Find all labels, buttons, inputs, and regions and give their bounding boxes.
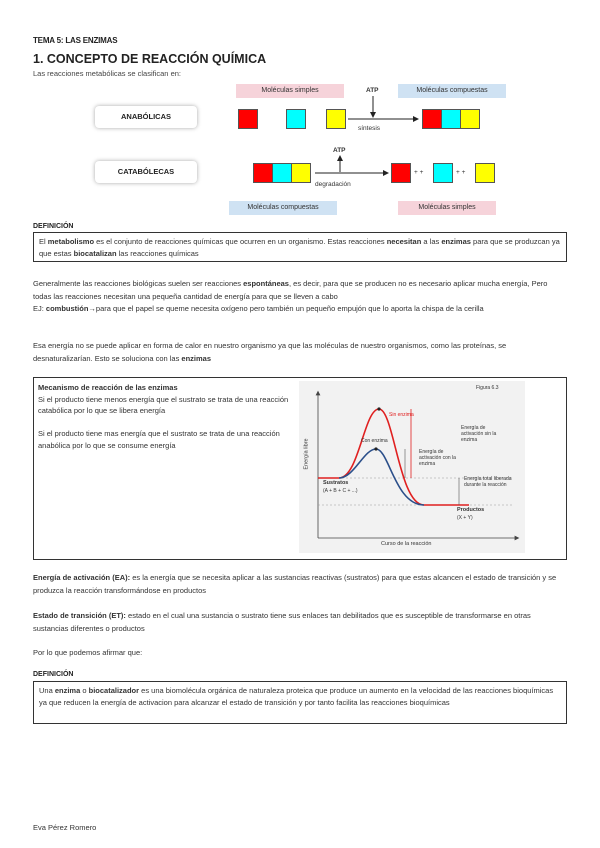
mechanism-line-2: Si el producto tiene mas energía que el sustrato se trata de una reacción anabólica por lo que se consume energía: [38, 429, 280, 450]
mechanism-line-1: Si el producto tiene menos energía que el sustrato se trata de una reacción catabólica por lo que se libera energía: [38, 394, 289, 415]
productos-label: Productos: [457, 507, 485, 513]
figure-label: Figura 6.3: [476, 385, 499, 391]
paragraph-spontaneous: [33, 278, 567, 316]
def1-text-3: a las: [421, 237, 442, 246]
ea-term: Energía de activación (EA):: [33, 573, 131, 582]
total-energy-label: Energía total liberada durante la reacción: [464, 476, 512, 488]
label-compound-bottom: Moléculas compuestas: [229, 201, 337, 215]
sintesis-label: síntesis: [358, 125, 381, 132]
label-simple-bottom: Moléculas simples: [398, 201, 496, 215]
sin-enzima-label: Sin enzima: [389, 412, 414, 418]
definition-box-2: [33, 681, 567, 724]
paragraph-heat: [33, 340, 567, 365]
para1-bold-combustion: combustión: [45, 304, 89, 313]
plus-sign-2: + +: [456, 169, 466, 176]
sustratos-label: Sustratos: [323, 480, 349, 486]
atp-bottom-label: ATP: [333, 147, 346, 154]
mechanism-text: [38, 382, 296, 451]
footer-author: Eva Pérez Romero: [33, 823, 97, 832]
para1-text-c: , es decir, para que se producen no es necesario aplicar mucha energía, Pero todas las reacciones necesitan una pequeña cantidad de energía para que se lleven a cabo: [33, 279, 548, 301]
afirmar-text: Por lo que podemos afirmar que:: [33, 648, 143, 657]
catabolic-pill: CATABÓLECAS: [95, 161, 197, 183]
def2-text-2: o: [80, 686, 89, 695]
para1-text-a: Generalmente las reacciones biológicas suelen ser reacciones: [33, 279, 244, 288]
def2-text-1: Una: [39, 686, 55, 695]
definition-title-2: DEFINICIÓN: [33, 671, 74, 678]
degradacion-label: degradación: [315, 181, 351, 188]
para1-bold-espontaneas: espontáneas: [243, 279, 289, 288]
transition-state-dot-1: [377, 407, 380, 410]
energy-figure-svg: [299, 381, 525, 553]
x-axis-label: Curso de la reacción: [381, 541, 432, 547]
para2-text-a: Esa energía no se puede aplicar en forma de calor en nuestro organismo ya que las moléculas de nuestro organismos, como las proteínas, se desnaturalizarían. Esto se soluciona con las: [33, 341, 507, 363]
para1-text-f: →para que el papel se queme necesita oxígeno pero también un pequeño empujón que lo aporta la chispa de la cerilla: [88, 304, 484, 313]
def1-bold-biocatalizan: biocatalizan: [73, 249, 117, 258]
def2-bold-enzima: enzima: [54, 686, 81, 695]
mechanism-title: Mecanismo de reacción de las enzimas: [38, 383, 178, 392]
atp-top-label: ATP: [366, 87, 379, 94]
plus-sign-1: + +: [414, 169, 424, 176]
intro-text: Las reacciones metabólicas se clasifican en:: [33, 69, 181, 78]
y-axis-label: Energía libre: [303, 438, 310, 470]
def2-text-3: es una biomolécula orgánica de naturaleza proteica que produce un aumento en la velocidad de las reacciones bioquímicas ya que reducen la energía de activacion para alcanzar el estado de transición y por tanto facilita las reacciones bioquímicas: [39, 686, 554, 707]
def2-bold-biocatalizador: biocatalizador: [88, 686, 140, 695]
definition-title-1: DEFINICIÓN: [33, 223, 74, 230]
et-term: Estado de transición (ET):: [33, 611, 126, 620]
transition-state-dot-2: [374, 447, 377, 450]
sustratos-sub-label: (A + B + C + ...): [323, 488, 358, 494]
label-simple-top: Moléculas simples: [236, 84, 344, 98]
diagram-arrows: [0, 0, 600, 230]
def1-text-4: para que se produzcan ya que estas: [39, 237, 560, 258]
anabolic-pill: ANABÓLICAS: [95, 106, 197, 128]
ea-definition: [33, 572, 567, 597]
et-text: estado en el cual una sustancia o sustrato tiene sus enlaces tan debilitados que es susceptible de transformarse en otras sustancias diferentes o productos: [33, 611, 531, 633]
ea-text: es la energía que se necesita aplicar a las sustancias reactivas (sustratos) para que estas alcancen el estado de transición y se produzca la reacción transformándose en productos: [33, 573, 557, 595]
def1-text-5: las reacciones químicas: [116, 249, 199, 258]
def1-bold-enzimas: enzimas: [441, 237, 471, 246]
et-definition: [33, 610, 567, 635]
productos-sub-label: (X + Y): [457, 515, 473, 521]
con-enzima-label: Con enzima: [361, 438, 388, 444]
topic-label: TEMA 5: LAS ENZIMAS: [33, 36, 118, 45]
section-title: 1. CONCEPTO DE REACCIÓN QUÍMICA: [33, 52, 267, 66]
ea-sin-label: Energía de activación sin la enzima: [461, 425, 497, 443]
label-compound-top: Moléculas compuestas: [398, 84, 506, 98]
def1-bold-necesitan: necesitan: [386, 237, 422, 246]
para1-text-d: EJ:: [33, 304, 46, 313]
def1-text-1: El: [39, 237, 48, 246]
para2-bold-enzimas: enzimas: [181, 353, 212, 363]
def1-bold-metabolismo: metabolismo: [47, 237, 95, 246]
def1-text-2: es el conjunto de reacciones químicas que ocurren en un organismo. Estas reacciones: [94, 237, 387, 246]
definition-box-1: [33, 232, 567, 262]
energy-figure: [299, 381, 525, 553]
ea-con-label: Energía de activación con la enzima: [419, 449, 456, 467]
